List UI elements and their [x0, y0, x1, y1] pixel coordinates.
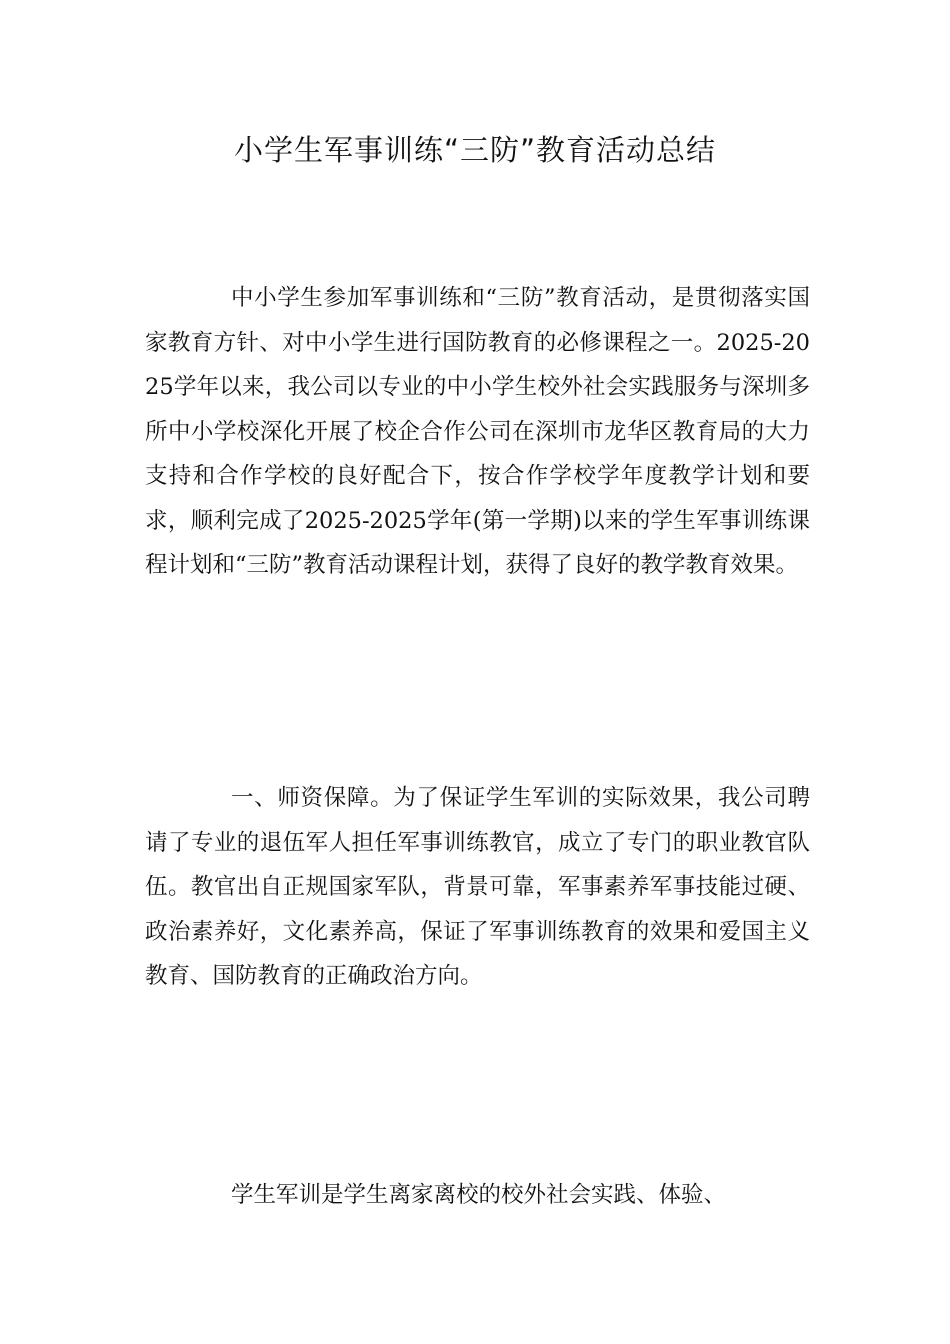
paragraph-faculty-guarantee: 一、师资保障。为了保证学生军训的实际效果，我公司聘请了专业的退伍军人担任军事训练教官，成立了专门的职业教官队伍。教官出自正规国家军队，背景可靠，军事素养军事技能过硬、政治素养好，文化素养高，保证了军事训练教育的效果和爱国主义教育、国防教育的正确政治方向。: [145, 785, 810, 989]
paragraph-military-training: 学生军训是学生离家离校的校外社会实践、体验、: [231, 1182, 727, 1208]
document-title: 小学生军事训练“三防”教育活动总结: [233, 133, 717, 167]
paragraph-intro: 中小学生参加军事训练和“三防”教育活动，是贯彻落实国家教育方针、对中小学生进行国防教育的必修课程之一。2025-2025学年以来，我公司以专业的中小学生校外社会实践服务与深圳多所中小学校深化开展了校企合作公司在深圳市龙华区教育局的大力支持和合作学校的良好配合下，按合作学校学年度教学计划和要求，顺利完成了2025-2025学年(第一学期)以来的学生军事训练课程计划和“三防”教育活动课程计划，获得了良好的教学教育效果。: [145, 285, 810, 578]
